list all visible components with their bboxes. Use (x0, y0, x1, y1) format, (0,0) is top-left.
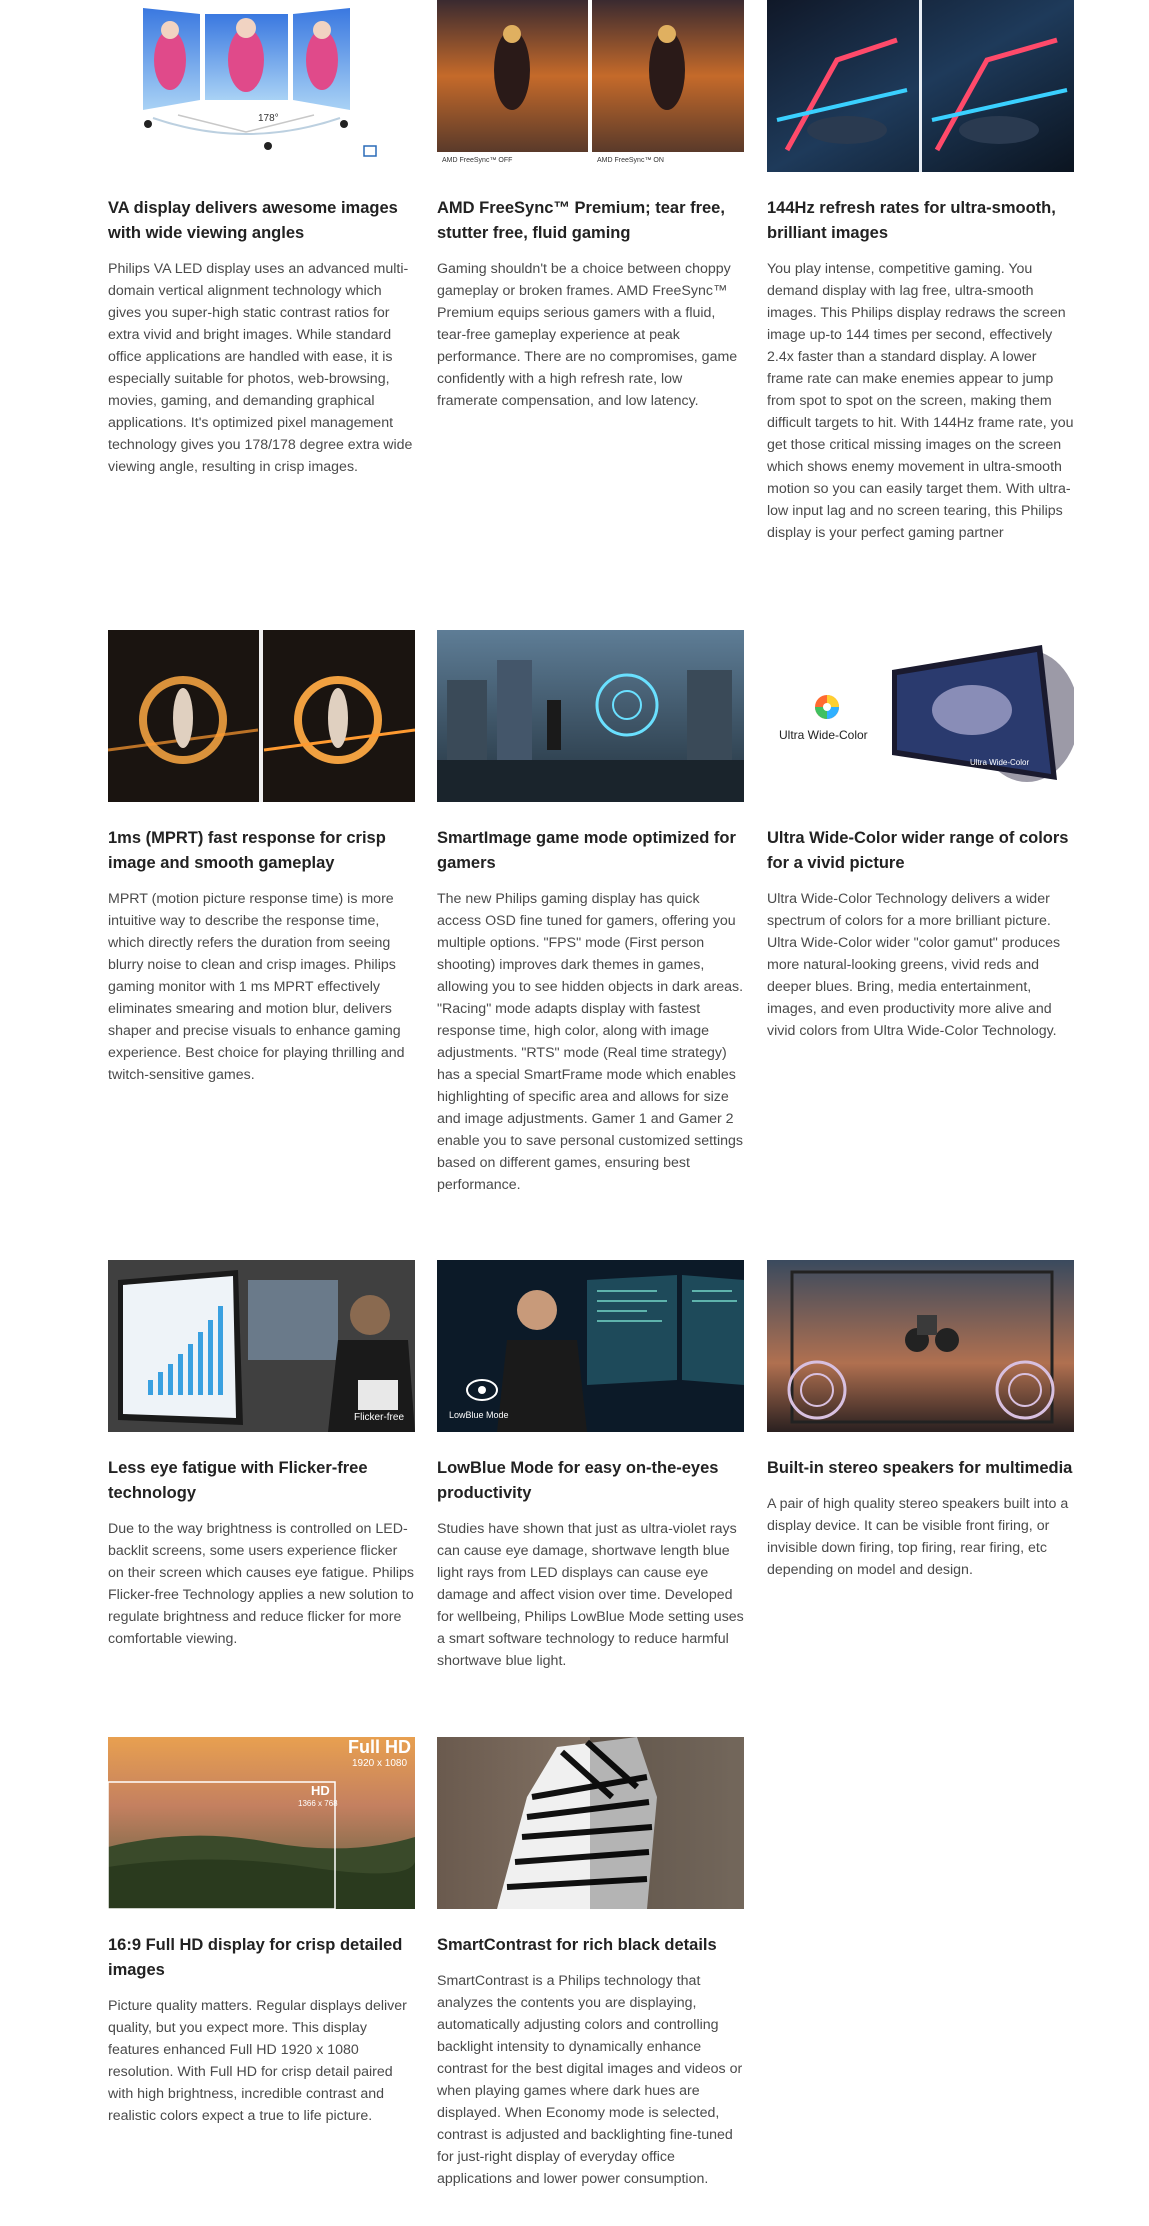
hd-resolution: 1366 x 768 (298, 1799, 338, 1808)
feature-card-mprt (108, 630, 415, 1086)
full-hd-resolution: 1920 x 1080 (352, 1758, 408, 1769)
feature-body: The new Philips gaming display has quick access OSD fine tuned for gamers, offering you multiple options. "FPS" mode (First person shooting) improves dark themes in games, allowing you to see hidden objects in dark areas. "Racing" mode adapts display with fastest response time, high color, along with image adjustments. "RTS" mode (Real time strategy) has a special SmartFrame mode which enables highlighting of specific area and allows for size and image adjustments. Gamer 1 and Gamer 2 enable you to save personal customized settings based on different games, ensuring best performance. (437, 891, 744, 1193)
feature-body: Picture quality matters. Regular displays deliver quality, but you expect more. This display features enhanced Full HD 1920 x 1080 resolution. With Full HD for crisp detail paired with high brightness, incredible contrast and realistic colors expect a true to life picture. (108, 1998, 407, 2124)
feature-card-ultra-wide-color (767, 630, 1074, 1042)
feature-card-smartcontrast (437, 1737, 744, 2190)
hd-label: HD (311, 1783, 330, 1798)
mprt-image (108, 630, 415, 802)
feature-body: Due to the way brightness is controlled on LED-backlit screens, some users experience flicker on their screen which causes eye fatigue. Philips Flicker-free Technology applies a new solution to regulate brightness and reduce flicker for more comfortable viewing. (108, 1521, 414, 1647)
full-hd-image (108, 1737, 415, 1909)
freesync-image (437, 0, 744, 172)
ultra-wide-color-screen-label: Ultra Wide-Color (970, 758, 1030, 767)
va-display-image (108, 0, 415, 172)
feature-card-flicker-free (108, 1260, 415, 1650)
feature-title: SmartContrast for rich black details (437, 1936, 717, 1954)
feature-title: SmartImage game mode optimized for gamers (437, 829, 736, 872)
feature-card-speakers (767, 1260, 1074, 1581)
speakers-image (767, 1260, 1074, 1432)
feature-body: You play intense, competitive gaming. You demand display with lag free, ultra-smooth images. This Philips display redraws the screen image up-to 144 times per second, effectively 2.4x faster than a standard display. A lower frame rate can make enemies appear to jump from spot to spot on the screen, making them difficult targets to hit. With 144Hz frame rate, you get those critical missing images on the screen which shows enemy movement in ultra-smooth motion so you can easily target them. With ultra-low input lag and no screen tearing, this Philips display is your perfect gaming partner (767, 261, 1074, 541)
feature-card-smartimage (437, 630, 744, 1196)
feature-card-lowblue (437, 1260, 744, 1672)
freesync-on-label: AMD FreeSync™ ON (597, 157, 664, 164)
feature-card-freesync (437, 0, 744, 412)
viewing-angle-label: 178° (258, 113, 279, 124)
freesync-off-label: AMD FreeSync™ OFF (442, 157, 513, 164)
feature-body: SmartContrast is a Philips technology that analyzes the contents you are displaying, automatically adjusting colors and controlling backlight intensity to dynamically enhance contrast for the best digital images and videos or when playing games where dark hues are displayed. When Economy mode is selected, contrast is adjusted and backlighting fine-tuned for just-right display of everyday office applications and lower power consumption. (437, 1973, 743, 2187)
lowblue-label: LowBlue Mode (449, 1410, 509, 1420)
refresh-rate-image (767, 0, 1074, 172)
feature-body: Gaming shouldn't be a choice between choppy gameplay or broken frames. AMD FreeSync™ Premium equips serious gamers with a fluid, tear-free gameplay experience at peak performance. There are no compromises, game confidently with a high refresh rate, low framerate compensation, and low latency. (437, 261, 738, 409)
feature-title: Ultra Wide-Color wider range of colors for a vivid picture (767, 829, 1069, 872)
ultra-wide-color-image (767, 630, 1074, 802)
feature-title: AMD FreeSync™ Premium; tear free, stutter free, fluid gaming (437, 199, 725, 242)
smartimage-image (437, 630, 744, 802)
flicker-free-label: Flicker-free (354, 1412, 405, 1423)
feature-title: 1ms (MPRT) fast response for crisp image and smooth gameplay (108, 829, 386, 872)
feature-card-va-display (108, 0, 415, 478)
feature-card-144hz (767, 0, 1074, 544)
feature-card-full-hd (108, 1737, 415, 2127)
feature-title: VA display delivers awesome images with wide viewing angles (108, 199, 398, 242)
feature-body: MPRT (motion picture response time) is more intuitive way to describe the response time, which directly refers the duration from seeing blurry noise to clean and crisp images. Philips gaming monitor with 1 ms MPRT effectively eliminates smearing and motion blur, delivers shaper and precise visuals to enhance gaming experience. Best choice for playing thrilling and twitch-sensitive games. (108, 891, 405, 1083)
feature-title: LowBlue Mode for easy on-the-eyes productivity (437, 1459, 719, 1502)
feature-body: Studies have shown that just as ultra-violet rays can cause eye damage, shortwave length blue light rays from LED displays can cause eye damage and affect vision over time. Developed for wellbeing, Philips LowBlue Mode setting uses a smart software technology to reduce harmful shortwave blue light. (437, 1521, 744, 1669)
feature-body: Philips VA LED display uses an advanced multi-domain vertical alignment technology which gives you super-high static contrast ratios for extra vivid and bright images. While standard office applications are handled with ease, it is especially suitable for photos, web-browsing, movies, gaming, and demanding graphical applications. It's optimized pixel management technology gives you 178/178 degree extra wide viewing angle, resulting in crisp images. (108, 261, 413, 475)
full-hd-label: Full HD (348, 1737, 411, 1757)
feature-title: Less eye fatigue with Flicker-free technology (108, 1459, 368, 1502)
feature-body: A pair of high quality stereo speakers built into a display device. It can be visible front firing, or invisible down firing, top firing, rear firing, etc depending on model and design. (767, 1496, 1069, 1578)
feature-body: Ultra Wide-Color Technology delivers a wider spectrum of colors for a more brilliant picture. Ultra Wide-Color wider "color gamut" produces more natural-looking greens, vivid reds and deeper blues. Bring, media entertainment, images, and even productivity more alive and vivid colors from Ultra Wide-Color Technology. (767, 891, 1061, 1039)
flicker-free-image (108, 1260, 415, 1432)
lowblue-image (437, 1260, 744, 1432)
smartcontrast-image (437, 1737, 744, 1909)
feature-title: 144Hz refresh rates for ultra-smooth, brilliant images (767, 199, 1056, 242)
feature-title: 16:9 Full HD display for crisp detailed images (108, 1936, 403, 1979)
feature-title: Built-in stereo speakers for multimedia (767, 1459, 1073, 1477)
ultra-wide-color-logo-label: Ultra Wide-Color (779, 728, 868, 742)
